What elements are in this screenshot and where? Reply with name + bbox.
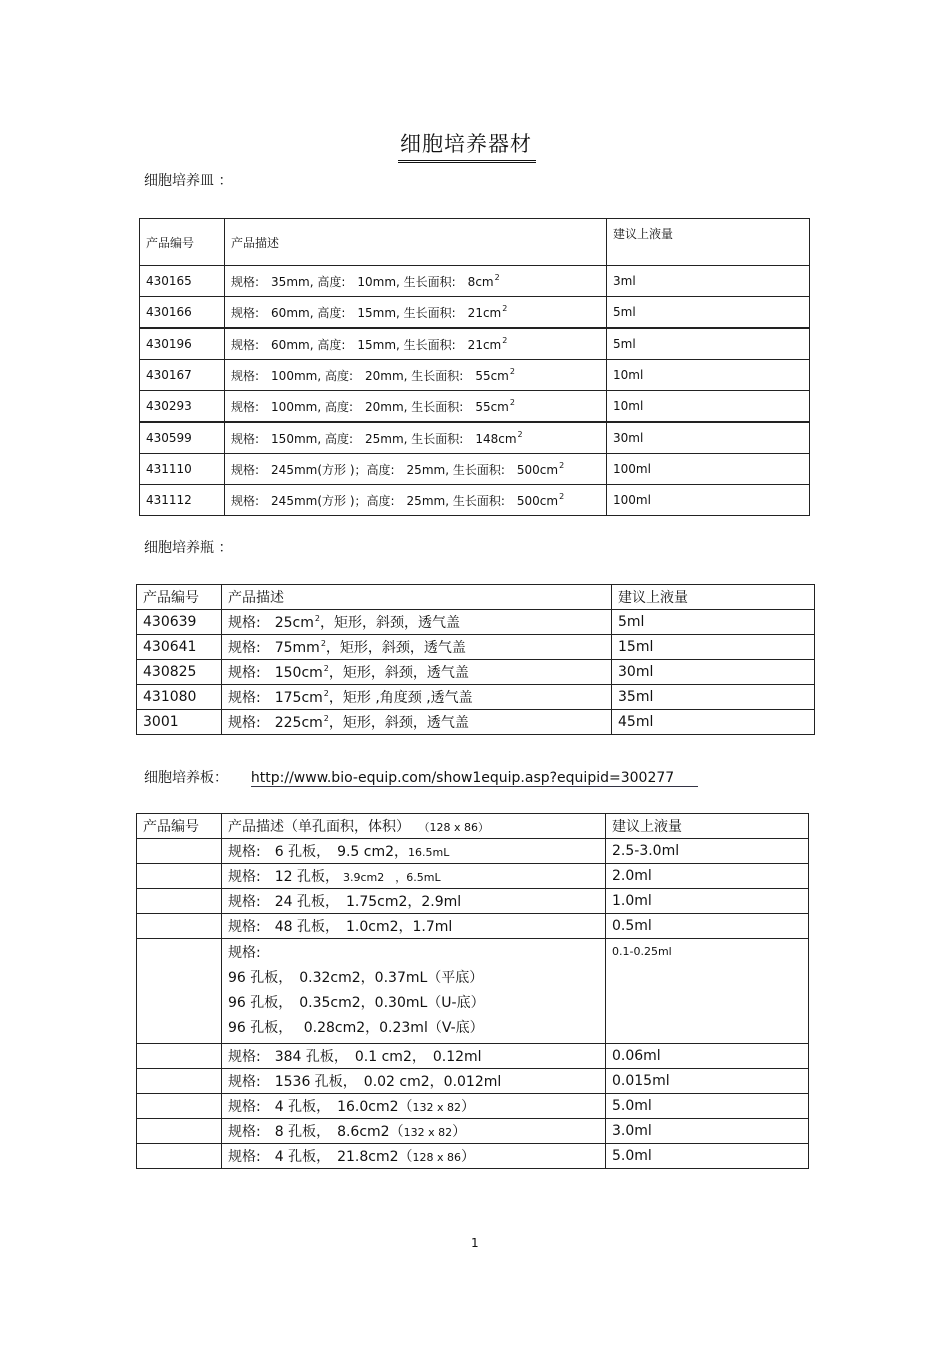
table-row (140, 266, 810, 297)
plates-section-label (144, 767, 698, 787)
product-id: 430167 (140, 360, 225, 391)
description-text: 规格: 60mm, 高度: 15mm, 生长面积: 21cm (231, 305, 502, 320)
product-description (222, 635, 612, 660)
product-description (225, 360, 607, 391)
header-volume: 建议上液量 (606, 814, 809, 839)
table-row (140, 485, 810, 516)
description-text: 规格: 245mm(方形 )；高度: 25mm, 生长面积: 500cm (231, 462, 559, 477)
plates-info-link[interactable]: http://www.bio-equip.com/show1equip.asp?equipid=300277 (251, 770, 698, 787)
product-id (137, 1044, 222, 1069)
page-title: 细胞培养器材 (398, 128, 536, 163)
suggested-volume: 2.5-3.0ml (606, 839, 809, 864)
description-line: 96 孔板， 0.35cm2，0.30mL（U-底） (228, 995, 485, 1011)
description-line: 规格: (228, 945, 261, 961)
table-row (137, 635, 815, 660)
flasks-section-label: 细胞培养瓶 ： (144, 540, 233, 556)
product-description (222, 660, 612, 685)
product-id: 431112 (140, 485, 225, 516)
table-row (137, 1119, 809, 1144)
product-description (225, 297, 607, 329)
superscript: 2 (323, 689, 329, 698)
product-description (222, 1119, 606, 1144)
suggested-volume: 30ml (607, 422, 810, 454)
product-id: 430825 (137, 660, 222, 685)
product-description (225, 454, 607, 485)
header-description: 产品描述 (225, 219, 607, 266)
page-number: 1 (471, 1236, 479, 1250)
suggested-volume: 0.5ml (606, 914, 809, 939)
plates-table (136, 813, 809, 1169)
table-row (137, 610, 815, 635)
description-text: 规格: 35mm, 高度: 10mm, 生长面积: 8cm (231, 274, 494, 289)
suggested-volume: 2.0ml (606, 864, 809, 889)
header-description-text: 产品描述（单孔面积，体积） (228, 819, 410, 835)
superscript: 2 (559, 491, 565, 501)
product-description (222, 1094, 606, 1119)
product-id: 430196 (140, 328, 225, 360)
table-row (137, 1144, 809, 1169)
product-description (225, 328, 607, 360)
dishes-table (139, 218, 810, 516)
product-id (137, 864, 222, 889)
description-text: ，矩形，斜颈，透气盖 (328, 665, 469, 681)
suggested-volume: 5.0ml (606, 1144, 809, 1169)
product-id: 430599 (140, 422, 225, 454)
superscript: 2 (502, 303, 508, 313)
product-description (225, 266, 607, 297)
description-text: ） (461, 1149, 475, 1165)
description-text: 规格: 4 孔板， 21.8cm2（ (228, 1149, 413, 1165)
description-small: 16.5mL (408, 846, 450, 859)
description-text: 规格: 6 孔板， 9.5 cm2， (228, 844, 409, 860)
superscript: 2 (323, 714, 329, 723)
description-text: 规格: 25cm (228, 615, 314, 631)
product-id (137, 1094, 222, 1119)
superscript: 2 (502, 335, 508, 345)
suggested-volume: 35ml (612, 685, 815, 710)
suggested-volume: 5.0ml (606, 1094, 809, 1119)
description-text: ，矩形，斜颈，透气盖 (328, 715, 469, 731)
table-row (137, 1044, 809, 1069)
description-text: ） (461, 1099, 475, 1115)
product-id (137, 889, 222, 914)
product-id (137, 939, 222, 1044)
suggested-volume: 0.06ml (606, 1044, 809, 1069)
description-text: 规格: 175cm (228, 690, 323, 706)
description-text: 规格: 150mm, 高度: 25mm, 生长面积: 148cm (231, 431, 517, 446)
superscript: 2 (509, 366, 515, 376)
suggested-volume: 15ml (612, 635, 815, 660)
table-row (140, 328, 810, 360)
table-header-row (140, 219, 810, 266)
product-id (137, 1069, 222, 1094)
product-description (222, 864, 606, 889)
product-id (137, 839, 222, 864)
superscript: 2 (517, 429, 523, 439)
description-text: ，矩形，斜颈，透气盖 (319, 615, 460, 631)
product-description (225, 485, 607, 516)
description-text: 规格: 225cm (228, 715, 323, 731)
product-id: 3001 (137, 710, 222, 735)
description-text: ） (452, 1124, 467, 1140)
product-id: 431110 (140, 454, 225, 485)
suggested-volume: 10ml (607, 391, 810, 423)
suggested-volume: 5ml (607, 328, 810, 360)
superscript: 2 (559, 460, 565, 470)
product-description (222, 939, 606, 1044)
table-row (137, 839, 809, 864)
product-id (137, 914, 222, 939)
product-id: 430165 (140, 266, 225, 297)
flasks-table (136, 584, 815, 735)
description-text: 规格: 245mm(方形 )；高度: 25mm, 生长面积: 500cm (231, 493, 559, 508)
product-description (225, 422, 607, 454)
description-text: 规格: 75mm (228, 640, 320, 656)
plates-label-text: 细胞培养板： (144, 770, 228, 786)
suggested-volume: 5ml (607, 297, 810, 329)
superscript: 2 (509, 397, 515, 407)
suggested-volume: 100ml (607, 485, 810, 516)
description-line: 96 孔板， 0.32cm2，0.37mL（平底） (228, 970, 484, 986)
product-description: 规格: 48 孔板， 1.0cm2，1.7ml (222, 914, 606, 939)
suggested-volume: 100ml (607, 454, 810, 485)
product-id: 430293 (140, 391, 225, 423)
description-small: 132 x 82 (412, 1101, 461, 1114)
description-text: ，矩形 ,角度颈 ,透气盖 (328, 690, 473, 706)
product-id: 431080 (137, 685, 222, 710)
table-row (140, 360, 810, 391)
table-row (137, 1069, 809, 1094)
header-product-id: 产品编号 (140, 219, 225, 266)
table-row (140, 422, 810, 454)
dishes-section-label: 细胞培养皿 ： (144, 173, 233, 189)
description-text: 规格: 150cm (228, 665, 323, 681)
description-text: 规格: 100mm, 高度: 20mm, 生长面积: 55cm (231, 399, 509, 414)
description-small: 3.9cm2 ，6.5mL (331, 871, 441, 884)
suggested-volume: 0.1-0.25ml (606, 939, 809, 1044)
product-description: 规格: 1536 孔板， 0.02 cm2，0.012ml (222, 1069, 606, 1094)
product-description (222, 710, 612, 735)
description-text: ，矩形，斜颈，透气盖 (325, 640, 466, 656)
product-id (137, 1119, 222, 1144)
table-row (137, 660, 815, 685)
table-header-row (137, 814, 809, 839)
product-description (222, 610, 612, 635)
description-text: 规格: 12 孔板， (228, 869, 332, 885)
suggested-volume: 45ml (612, 710, 815, 735)
superscript: 2 (320, 639, 326, 648)
suggested-volume: 0.015ml (606, 1069, 809, 1094)
table-row (137, 710, 815, 735)
table-row (137, 1094, 809, 1119)
header-product-id: 产品编号 (137, 585, 222, 610)
description-text: 规格: 100mm, 高度: 20mm, 生长面积: 55cm (231, 368, 509, 383)
product-description (225, 391, 607, 423)
superscript: 2 (314, 614, 320, 623)
superscript: 2 (494, 272, 500, 282)
table-header-row (137, 585, 815, 610)
superscript: 2 (323, 664, 329, 673)
description-line: 96 孔板， 0.28cm2，0.23ml（V-底） (228, 1020, 484, 1036)
header-description: 产品描述 (222, 585, 612, 610)
table-row (137, 939, 809, 1044)
table-row (137, 914, 809, 939)
table-row (140, 391, 810, 423)
product-id (137, 1144, 222, 1169)
table-row (140, 297, 810, 329)
description-text: 规格: 4 孔板， 16.0cm2（ (228, 1099, 413, 1115)
header-volume: 建议上液量 (612, 585, 815, 610)
product-description: 规格: 384 孔板， 0.1 cm2， 0.12ml (222, 1044, 606, 1069)
product-id: 430639 (137, 610, 222, 635)
product-description (222, 1144, 606, 1169)
product-id: 430641 (137, 635, 222, 660)
header-dimensions: （128 x 86） (424, 821, 489, 834)
header-description (222, 814, 606, 839)
product-description: 规格: 24 孔板， 1.75cm2，2.9ml (222, 889, 606, 914)
description-small: 128 x 86 (412, 1151, 461, 1164)
suggested-volume: 10ml (607, 360, 810, 391)
product-id: 430166 (140, 297, 225, 329)
table-row (137, 889, 809, 914)
description-text: 规格: 8 孔板， 8.6cm2（ (228, 1124, 404, 1140)
description-text: 规格: 60mm, 高度: 15mm, 生长面积: 21cm (231, 337, 502, 352)
table-row (140, 454, 810, 485)
table-row (137, 864, 809, 889)
product-description (222, 685, 612, 710)
suggested-volume: 30ml (612, 660, 815, 685)
header-volume: 建议上液量 (607, 219, 810, 266)
suggested-volume: 3ml (607, 266, 810, 297)
table-row (137, 685, 815, 710)
header-product-id: 产品编号 (137, 814, 222, 839)
description-small: 132 x 82 (403, 1126, 453, 1139)
suggested-volume: 1.0ml (606, 889, 809, 914)
suggested-volume: 3.0ml (606, 1119, 809, 1144)
suggested-volume: 5ml (612, 610, 815, 635)
product-description (222, 839, 606, 864)
